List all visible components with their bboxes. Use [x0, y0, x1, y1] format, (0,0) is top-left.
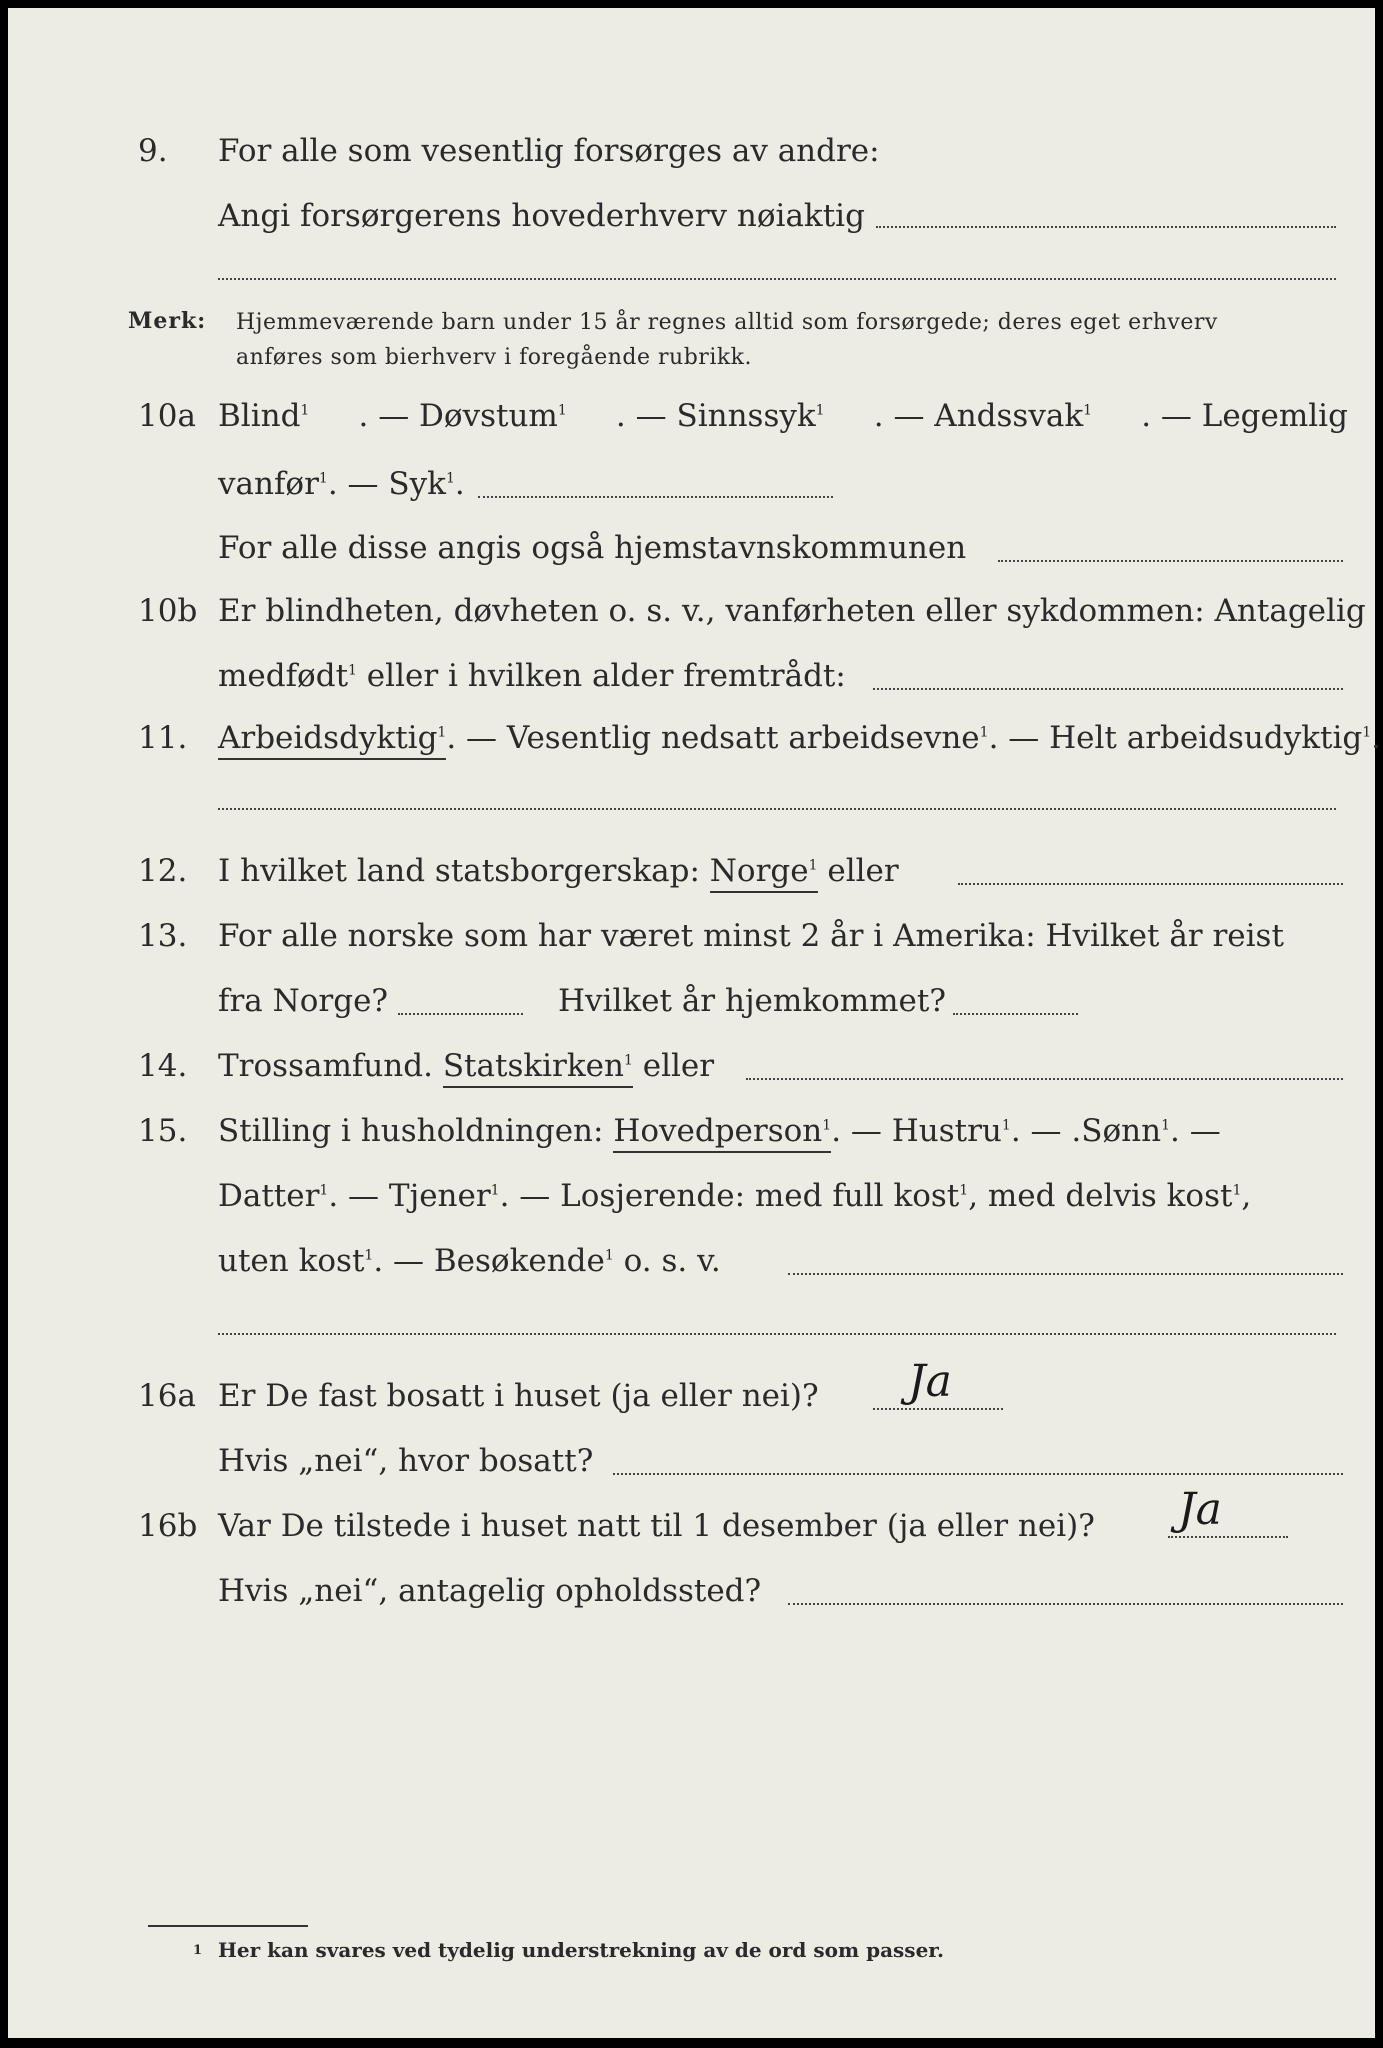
- q16a-handwritten-answer: Ja: [908, 1356, 952, 1407]
- q13-hjemkommet-label: Hvilket år hjemkommet?: [558, 983, 946, 1019]
- footnote-number: 1: [193, 1943, 203, 1958]
- q12-opt-norge[interactable]: Norge$^1$: [710, 853, 818, 893]
- q10a-hjemstavn-label: For alle disse angis også hjemstavnskommunen: [218, 530, 967, 566]
- q15-question: Stilling i husholdningen:: [218, 1113, 614, 1149]
- q15-opt-tjener[interactable]: . — Tjener$^1$: [328, 1178, 500, 1214]
- q13-reist-field[interactable]: [398, 1013, 523, 1015]
- q10b-number: 10b: [138, 593, 198, 629]
- footnote-divider: [148, 1925, 308, 1927]
- q15-opt-uten-kost[interactable]: uten kost$^1$: [218, 1243, 374, 1279]
- q12-number: 12.: [138, 853, 188, 889]
- q16b-opholdssted-field[interactable]: [788, 1603, 1343, 1605]
- q15-opt-besokende[interactable]: . — Besøkende$^1$: [373, 1243, 614, 1279]
- q10b-alder-label: eller i hvilken alder fremtrådt:: [356, 658, 846, 694]
- q9-answer-line2[interactable]: [218, 278, 1336, 280]
- q15-opt-full-kost[interactable]: . — Losjerende: med full kost$^1$: [499, 1178, 969, 1214]
- q10a-opt-5[interactable]: . — Legemlig: [1141, 398, 1348, 434]
- q13-hjemkommet-field[interactable]: [953, 1013, 1078, 1015]
- q11-opt-udyktig[interactable]: . — Helt arbeidsudyktig$^1$: [988, 720, 1372, 756]
- q15-opt-delvis-kost[interactable]: , med delvis kost$^1$: [968, 1178, 1242, 1214]
- q11-answer-line[interactable]: [218, 808, 1336, 810]
- q16b-number: 16b: [138, 1508, 198, 1544]
- q11-number: 11.: [138, 720, 188, 756]
- q10a-opt-1[interactable]: Blind$^1$: [218, 398, 310, 434]
- q16a-bosatt-label: Hvis „nei“, hvor bosatt?: [218, 1443, 594, 1479]
- q10b-opt-medfodt[interactable]: medfødt$^1$: [218, 658, 357, 694]
- q13-reist-label: fra Norge?: [218, 983, 389, 1019]
- q10a-opt-syk[interactable]: . — Syk$^1$: [327, 466, 455, 502]
- q10a-opt-4[interactable]: . — Andssvak$^1$: [873, 398, 1093, 434]
- q15-opt-datter[interactable]: Datter$^1$: [218, 1178, 329, 1214]
- q12-question: I hvilket land statsborgerskap:: [218, 853, 710, 889]
- q9-question-2: Angi forsørgerens hovederhverv nøiaktig: [218, 198, 865, 234]
- merk-label: Merk:: [128, 308, 207, 334]
- q10a-syk-field[interactable]: [478, 496, 833, 498]
- q13-question: For alle norske som har været minst 2 år i Amerika: Hvilket år reist: [218, 918, 1284, 954]
- q11-opt-nedsatt[interactable]: . — Vesentlig nedsatt arbeidsevne$^1$: [446, 720, 989, 756]
- q11-opt-arbeidsdyktig[interactable]: Arbeidsdyktig$^1$: [218, 720, 446, 760]
- q14-opt-statskirken[interactable]: Statskirken$^1$: [443, 1048, 633, 1088]
- q15-osv-field[interactable]: [788, 1273, 1343, 1275]
- merk-note-1: Hjemmeværende barn under 15 år regnes alltid som forsørgede; deres eget erhverv: [236, 310, 1218, 335]
- q10a-opt-vanfor[interactable]: vanfør$^1$: [218, 466, 328, 502]
- q16b-handwritten-answer: Ja: [1178, 1484, 1222, 1535]
- q9-answer-field[interactable]: [876, 226, 1336, 228]
- q15-opt-hustru[interactable]: . — Hustru$^1$: [831, 1113, 1011, 1149]
- q15-number: 15.: [138, 1113, 188, 1149]
- census-form-page: 9. For alle som vesentlig forsørges av andre: Angi forsørgerens hovederhverv nøiaktig Merk: Hjemmeværende barn under 15 år regnes alltid som forsørgede; deres eget erhverv anføres som bierhverv i foregående rubrikk. 10a Blind$^1$ . — Døvstum$^1$ . — Sinnssyk$^1$ . — Andssvak$^1$ . — Legemlig vanfør$^1$. — Syk$^1$. For alle disse angis også hjemstavnskommunen 10b Er blindheten, døvheten o. s. v., vanførheten eller sykdommen: Antagelig medfødt$^1$ eller i hvilken alder fremtrådt: 11. Arbeidsdyktig$^1$. — Vesentlig nedsatt arbeidsevne$^1$. — Helt arbeidsudyktig$^1$. 12. I hvilket land statsborgerskap: Norge$^1$ eller 13. For alle norske som har været minst 2 år i Amerika: Hvilket år reist fra Norge? Hvilket år hjemkommet? 14. Trossamfund. Statskirken$^1$ eller 15. Stilling i husholdningen: Hovedperson$^1$. — Hustru$^1$. — .Sønn$^1$. — Datter$^1$. — Tjener$^1$. — Losjerende: med full kost$^1$, med delvis kost$^1$, uten kost$^1$. — Besøkende$^1$ o. s. v. 16a Er De fast bosatt i huset (ja eller nei)? Ja Hvis „nei“, hvor bosatt? 16b Var De tilstede i huset natt til 1 desember (ja eller nei)? Ja Hvis „nei“, antagelig opholdssted? 1 Her kan svares ved tydelig understrekning av de ord som passer.: [8, 8, 1375, 2038]
- q14-trossamfund-field[interactable]: [746, 1078, 1343, 1080]
- merk-note-2: anføres som bierhverv i foregående rubrikk.: [236, 345, 753, 370]
- q10b-alder-field[interactable]: [873, 688, 1343, 690]
- q16b-answer-field[interactable]: [1168, 1536, 1288, 1538]
- q9-number: 9.: [138, 133, 168, 169]
- q10a-opt-2[interactable]: . — Døvstum$^1$: [358, 398, 567, 434]
- q15-answer-line[interactable]: [218, 1333, 1336, 1335]
- q16a-number: 16a: [138, 1378, 196, 1414]
- footnote-text: Her kan svares ved tydelig understrekning av de ord som passer.: [218, 1938, 944, 1962]
- q14-number: 14.: [138, 1048, 188, 1084]
- q9-question: For alle som vesentlig forsørges av andre:: [218, 133, 880, 169]
- q16b-opholdssted-label: Hvis „nei“, antagelig opholdssted?: [218, 1573, 762, 1609]
- q16a-bosatt-field[interactable]: [613, 1473, 1343, 1475]
- q16a-answer-field[interactable]: [873, 1408, 1003, 1410]
- q16b-question: Var De tilstede i huset natt til 1 desember (ja eller nei)?: [218, 1508, 1095, 1544]
- q10a-hjemstavn-field[interactable]: [998, 560, 1343, 562]
- q16a-question: Er De fast bosatt i huset (ja eller nei)?: [218, 1378, 819, 1414]
- q10b-question: Er blindheten, døvheten o. s. v., vanførheten eller sykdommen: Antagelig: [218, 593, 1366, 629]
- q13-number: 13.: [138, 918, 188, 954]
- q15-opt-sonn[interactable]: . — .Sønn$^1$: [1010, 1113, 1170, 1149]
- q10a-number: 10a: [138, 398, 196, 434]
- q10a-opt-3[interactable]: . — Sinnssyk$^1$: [615, 398, 825, 434]
- q12-country-field[interactable]: [958, 883, 1343, 885]
- q15-opt-hovedperson[interactable]: Hovedperson$^1$: [613, 1113, 831, 1153]
- q14-question: Trossamfund.: [218, 1048, 443, 1084]
